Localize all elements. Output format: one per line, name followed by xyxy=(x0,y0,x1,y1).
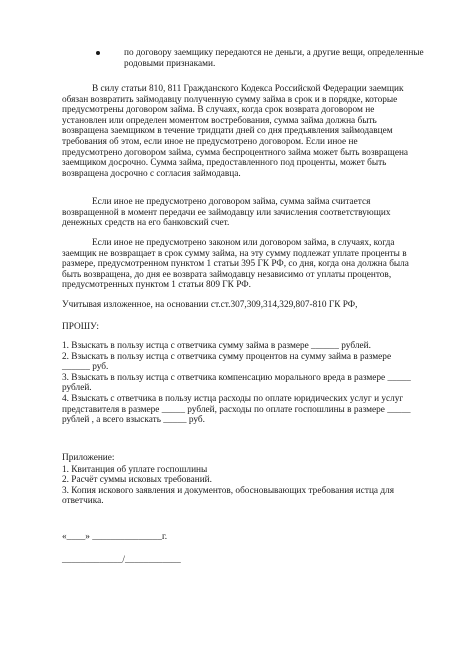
request-heading: ПРОШУ: xyxy=(62,322,99,332)
signature-line: _____________/____________ xyxy=(62,555,181,565)
appendix-section xyxy=(62,453,414,507)
paragraph-text: Если иное не предусмотрено договором займа, сумма займа считается возвращенной в момент передачи ее займодавцу или зачисления соответствующих денежных средств на его банковский счет. xyxy=(62,197,391,229)
paragraph-legal-basis: Учитывая изложенное, на основании ст.ст.307,309,314,329,807-810 ГК РФ, xyxy=(62,300,358,310)
request-item-1: 1. Взыскать в пользу истца с ответчика сумму займа в размере ______ рублей. xyxy=(62,341,371,351)
paragraph-text: В силу статьи 810, 811 Гражданского Кодекса Российской Федерации заемщик обязан возвратить займодавцу полученную сумму займа в срок и в порядке, которые предусмотрены договором займа. В случаях, когда срок возврата договором не установлен или определен моментом востребования, сумма займа должна быть возвращена заемщиком в течение тридцати дней со дня предъявления займодавцем требования об этом, если иное не предусмотрено договором. Если иное не предусмотрено договором займа, сумма беспроцентного займа может быть возвращена заемщиком досрочно. Сумма займа, предоставленного под проценты, может быть возвращена досрочно с согласия займодавца. xyxy=(62,84,409,179)
bullet-list-item xyxy=(110,48,440,69)
request-item-3: 3. Взыскать в пользу истца с ответчика компенсацию морального вреда в размере _____ рублей. xyxy=(62,372,411,394)
appendix-item-3: 3. Копия искового заявления и документов, обосновывающих требования истца для ответчика. xyxy=(62,485,395,507)
bullet-text: по договору заемщику передаются не деньги, а другие вещи, определенные родовыми признаками. xyxy=(124,48,424,69)
paragraph-interest-penalty xyxy=(62,238,414,291)
paragraph-text: Если иное не предусмотрено законом или договором займа, в случаях, когда заемщик не возвращает в срок сумму займа, на эту сумму подлежат уплате проценты в размере, предусмотренном пунктом 1 статьи 395 ГК РФ, со дня, когда она должна была быть возвращена, до дня ее возврата займодавцу независимо от уплаты процентов, предусмотренных пунктом 1 статьи 809 ГК РФ. xyxy=(62,238,409,291)
paragraph-loan-return-law xyxy=(62,84,414,179)
request-list xyxy=(62,341,414,426)
paragraph-loan-returned-moment xyxy=(62,197,414,229)
appendix-title: Приложение: xyxy=(62,453,115,463)
request-item-4: 4. Взыскать с ответчика в пользу истца расходы по оплате юридических услуг и услуг представителя в размере _____ рублей, расходы по оплате госпошлины в размере _____ рублей , а всего взыскать _____ руб. xyxy=(62,393,411,426)
bullet-icon xyxy=(96,51,100,55)
appendix-item-2: 2. Расчёт суммы исковых требований. xyxy=(62,475,212,486)
date-line: «____» _______________г. xyxy=(62,532,168,542)
appendix-item-1: 1. Квитанция об уплате госпошлины xyxy=(62,464,208,475)
request-item-2: 2. Взыскать в пользу истца с ответчика сумму процентов на сумму займа в размере ______ руб. xyxy=(62,351,392,373)
